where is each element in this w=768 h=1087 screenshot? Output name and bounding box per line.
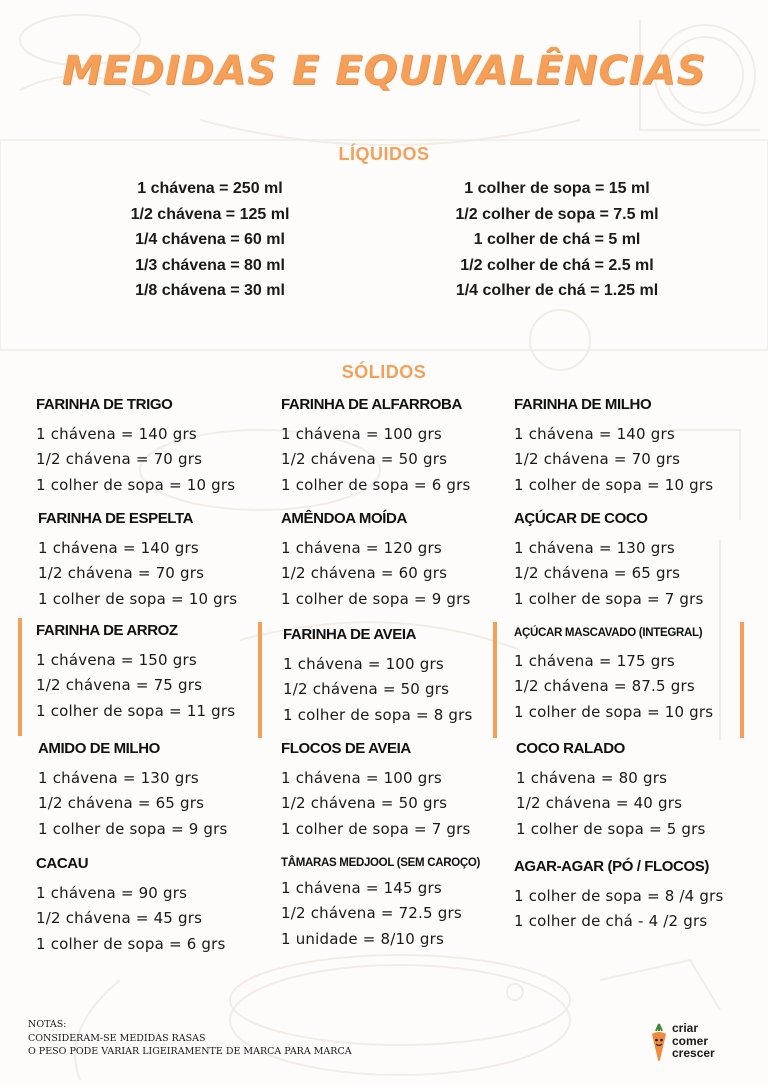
item-line: 1/2 chávena = 50 grs (283, 680, 450, 699)
item-line: 1 colher de sopa = 7 grs (514, 589, 704, 608)
liquid-line: 1/4 chávena = 60 ml (135, 231, 285, 248)
accent-bar (740, 622, 744, 738)
item-line: 1/2 chávena = 50 grs (281, 450, 448, 469)
logo-line: crescer (672, 1046, 715, 1060)
item-line: 1 chávena = 100 grs (283, 655, 444, 673)
item-line: 1 chávena = 90 grs (36, 884, 188, 902)
item-line: 1 colher de sopa = 6 grs (36, 934, 226, 953)
item-line: 1 colher de chá - 4 /2 grs (514, 912, 708, 931)
brand-logo (648, 1020, 738, 1062)
item-line: 1/2 chávena = 45 grs (36, 909, 203, 928)
liquids-cups-list (60, 176, 360, 304)
item-line: 1 unidade = 8/10 grs (281, 929, 445, 948)
item-line: 1 colher de sopa = 6 grs (281, 475, 471, 494)
item-line: 1/2 chávena = 70 grs (36, 450, 203, 469)
liquid-line: 1/3 chávena = 80 ml (135, 256, 285, 274)
liquid-line: 1/2 colher de chá = 2.5 ml (460, 256, 654, 274)
solid-item-farinha-de-trigo (36, 396, 235, 498)
item-line: 1 chávena = 130 grs (514, 539, 675, 557)
item-line: 1 colher de sopa = 11 grs (36, 701, 236, 720)
item-line: 1/2 chávena = 75 grs (36, 676, 203, 695)
item-line: 1/2 chávena = 70 grs (514, 450, 681, 469)
item-line: 1/2 chávena = 65 grs (514, 564, 681, 583)
liquid-line: 1/8 chávena = 30 ml (135, 282, 285, 299)
item-name: AMIDO DE MILHO (38, 740, 160, 757)
item-name: AGAR-AGAR (PÓ / FLOCOS) (514, 858, 709, 875)
liquid-line: 1/4 colher de chá = 1.25 ml (455, 282, 659, 299)
solid-item-flocos-de-aveia (281, 740, 471, 842)
item-line: 1 chávena = 140 grs (514, 425, 675, 443)
item-line: 1 chávena = 175 grs (514, 652, 675, 670)
solid-item-cacau (36, 855, 226, 957)
item-line: 1/2 chávena = 70 grs (38, 564, 205, 583)
item-line: 1 chávena = 100 grs (281, 425, 442, 443)
item-name: AÇÚCAR DE COCO (514, 510, 648, 527)
item-name: CACAU (36, 855, 89, 872)
item-line: 1 colher de sopa = 10 grs (36, 475, 236, 494)
notes-line: CONSIDERAM-SE MEDIDAS RASAS (28, 1032, 206, 1044)
item-line: 1 chávena = 140 grs (36, 425, 197, 443)
item-line: 1/2 chávena = 60 grs (281, 564, 448, 583)
item-line: 1 chávena = 80 grs (516, 769, 668, 787)
notes-label: NOTAS: (28, 1019, 67, 1030)
item-line: 1 colher de sopa = 8 /4 grs (514, 887, 724, 905)
item-line: 1 colher de sopa = 10 grs (514, 702, 714, 721)
liquids-heading: LÍQUIDOS (338, 144, 430, 164)
solid-item-amido-de-milho (38, 740, 228, 842)
item-name: FARINHA DE TRIGO (36, 396, 173, 413)
solid-item-acucar-de-coco (514, 510, 704, 612)
item-name: AMÊNDOA MOÍDA (281, 510, 407, 527)
item-name: AÇÚCAR MASCAVADO (INTEGRAL) (514, 627, 703, 639)
item-line: 1/2 chávena = 50 grs (281, 794, 448, 813)
item-name: FARINHA DE ARROZ (36, 622, 178, 639)
item-line: 1 colher de sopa = 9 grs (281, 589, 471, 608)
item-name: COCO RALADO (516, 740, 625, 757)
solid-item-farinha-de-aveia (283, 626, 473, 728)
liquid-line: 1/2 colher de sopa = 7.5 ml (455, 205, 659, 223)
item-name: TÂMARAS MEDJOOL (SEM CAROÇO) (281, 857, 481, 869)
logo-line: comer (672, 1033, 709, 1048)
item-line: 1 colher de sopa = 8 grs (283, 705, 473, 724)
liquid-line: 1/2 chávena = 125 ml (130, 205, 290, 223)
solid-item-acucar-mascavado (514, 627, 713, 725)
item-line: 1/2 chávena = 65 grs (38, 794, 205, 813)
accent-bar (258, 622, 262, 738)
item-name: FARINHA DE AVEIA (283, 626, 417, 643)
item-line: 1 chávena = 140 grs (38, 539, 199, 557)
solid-item-amendoa-moida (281, 510, 471, 612)
logo-line: criar (672, 1021, 699, 1035)
notes-line: O PESO PODE VARIAR LIGEIRAMENTE DE MARCA PARA MARCA (28, 1046, 352, 1057)
item-line: 1 colher de sopa = 10 grs (514, 475, 714, 494)
solid-item-tamaras-medjool (281, 857, 480, 952)
item-line: 1 colher de sopa = 9 grs (38, 819, 228, 838)
notes (28, 1018, 352, 1059)
solid-item-farinha-de-milho (514, 396, 713, 498)
item-line: 1 chávena = 120 grs (281, 539, 442, 557)
item-name: FARINHA DE MILHO (514, 396, 652, 413)
accent-bar (493, 622, 497, 738)
accent-bar (18, 618, 22, 736)
liquid-line: 1 colher de chá = 5 ml (473, 231, 641, 248)
item-line: 1 colher de sopa = 5 grs (516, 819, 706, 838)
item-line: 1 colher de sopa = 10 grs (38, 589, 238, 608)
page-title: MEDIDAS E EQUIVALÊNCIAS (61, 48, 707, 94)
item-line: 1 chávena = 100 grs (281, 769, 442, 787)
item-line: 1/2 chávena = 87.5 grs (514, 677, 695, 696)
liquid-line: 1 chávena = 250 ml (137, 180, 283, 197)
item-name: FLOCOS DE AVEIA (281, 740, 411, 757)
solid-item-farinha-de-alfarroba (281, 396, 471, 498)
solid-item-farinha-de-arroz (36, 622, 235, 724)
solid-item-agar-agar (514, 858, 723, 935)
solid-item-farinha-de-espelta (38, 510, 237, 612)
liquids-spoons-list (407, 176, 707, 304)
item-name: FARINHA DE ALFARROBA (281, 396, 462, 413)
item-line: 1 chávena = 150 grs (36, 651, 197, 669)
carrot-icon (648, 1022, 670, 1062)
item-line: 1 chávena = 145 grs (281, 879, 442, 897)
item-line: 1 colher de sopa = 7 grs (281, 819, 471, 838)
item-line: 1/2 chávena = 72.5 grs (281, 904, 462, 923)
liquid-line: 1 colher de sopa = 15 ml (464, 180, 650, 197)
item-name: FARINHA DE ESPELTA (38, 510, 194, 527)
solids-heading: SÓLIDOS (341, 362, 427, 382)
item-line: 1/2 chávena = 40 grs (516, 794, 683, 813)
solid-item-coco-ralado (516, 740, 706, 842)
item-line: 1 chávena = 130 grs (38, 769, 199, 787)
